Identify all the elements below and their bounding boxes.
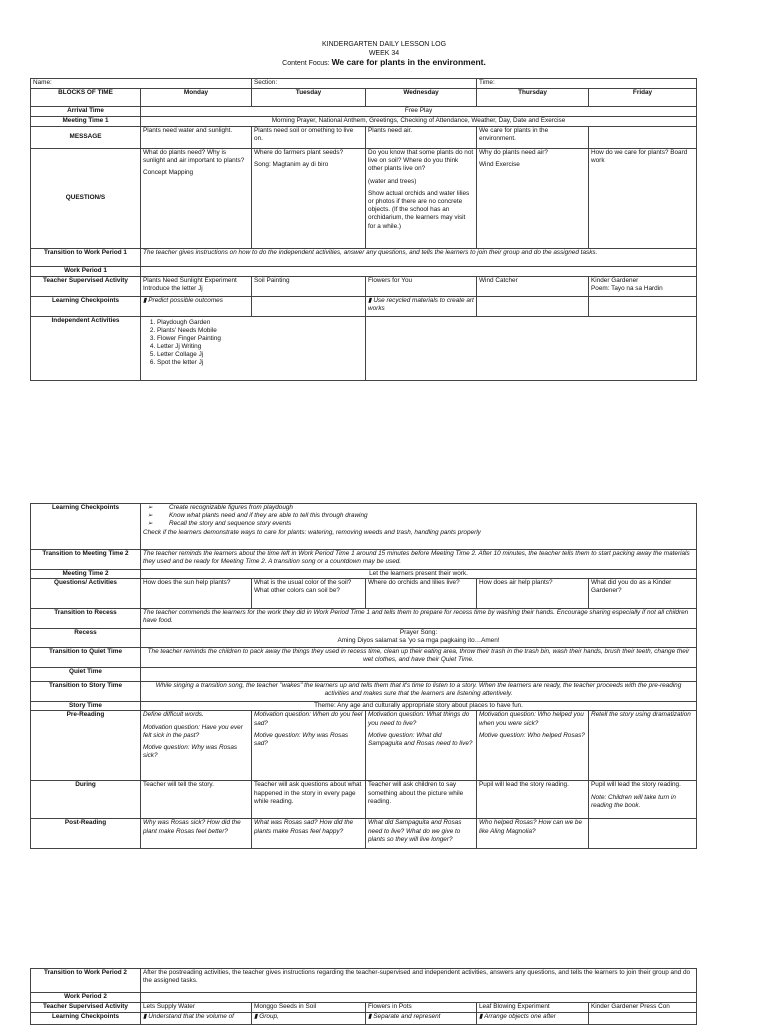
row-label: Learning Checkpoints xyxy=(31,1013,141,1025)
questions-cell-thursday xyxy=(477,149,589,249)
work-period-2-row xyxy=(31,993,697,1003)
thursday-header: Thursday xyxy=(477,89,589,107)
checkpoint-cell xyxy=(366,297,477,317)
story-time-row xyxy=(31,702,697,711)
pre-reading-cell-thursday xyxy=(477,711,589,781)
cell-text: Retell the story using dramatization xyxy=(591,711,691,719)
list-item: 4. Letter Jj Writing xyxy=(157,343,363,351)
activity-cell: Wind Catcher xyxy=(477,277,589,297)
bullet-icon: ▮ xyxy=(479,1013,485,1020)
activity-cell: Kinder Gardener Press Con xyxy=(589,1003,697,1013)
teacher-supervised-row xyxy=(31,1003,697,1013)
question-cell: How does the sun help plants? xyxy=(141,579,252,609)
during-row xyxy=(31,781,697,819)
content-focus-label: Content Focus: xyxy=(282,60,330,67)
learning-checkpoints-row xyxy=(31,504,697,550)
arrow-bullet-icon: ➢ xyxy=(147,504,153,511)
content-focus xyxy=(0,58,768,68)
transition-text: The teacher reminds the children to pack away the things they used in recess time, clean up their eating area, throw their trash in the trash bin, wash their hands, brush their teeth, change their wet clothes, and have their Quiet Time. xyxy=(141,648,697,668)
day-header-row xyxy=(31,89,697,107)
row-label: Post-Reading xyxy=(31,819,141,849)
activity-cell: Flowers in Pots xyxy=(366,1003,477,1013)
questions-cell-wednesday xyxy=(366,149,477,249)
cell-text: Define difficult words. xyxy=(143,711,204,719)
cell-text: Recall the story and sequence story events xyxy=(169,520,292,528)
week-label: WEEK 34 xyxy=(368,50,400,57)
cell-text: Arrange objects one after xyxy=(484,1013,556,1020)
learning-checkpoints-row xyxy=(31,1013,697,1025)
pre-reading-cell-tuesday xyxy=(252,711,366,781)
friday-header: Friday xyxy=(589,89,697,107)
list-item: 6. Spot the letter Jj xyxy=(157,359,363,367)
checkpoints-cell xyxy=(141,504,697,550)
empty-cell xyxy=(366,317,697,381)
checkpoint-cell xyxy=(252,1013,366,1025)
checkpoint-cell xyxy=(141,1013,252,1025)
pre-reading-cell-friday xyxy=(589,711,697,781)
checkpoint-cell xyxy=(477,1013,589,1025)
row-label: Learning Checkpoints xyxy=(31,297,141,317)
row-label: Arrival Time xyxy=(31,107,141,117)
transition-text: The teacher reminds the learners about the time left in Work Period Time 1 around 15 minutes before Meeting Time 2. After 10 minutes, the teacher tells them to start packing away the materials they used and be ready for Meeting Time 2. A transition song or a countdown may be used. xyxy=(141,550,697,570)
message-cell: Plants need water and sunlight. xyxy=(141,127,252,149)
arrival-text: Free Play xyxy=(141,107,697,117)
recess-line: Prayer Song: xyxy=(399,629,438,637)
cell-text: Wind Exercise xyxy=(479,161,520,169)
row-label: Transition to Meeting Time 2 xyxy=(31,550,141,570)
questions-row xyxy=(31,149,697,249)
bullet-icon: ▮ xyxy=(254,1013,260,1020)
name-field: Name: xyxy=(31,79,252,89)
empty-cell xyxy=(141,267,697,277)
row-label: Transition to Story Time xyxy=(31,682,141,702)
empty-cell xyxy=(477,297,589,317)
row-label: Transition to Recess xyxy=(31,609,141,629)
recess-row xyxy=(31,629,697,648)
lesson-log-table-page-1 xyxy=(30,78,697,381)
pre-reading-cell-monday xyxy=(141,711,252,781)
list-item: 5. Letter Collage Jj xyxy=(157,351,363,359)
cell-text: Motivation question: Who helped you when you were sick? xyxy=(479,711,584,727)
cell-text: Motive question: Who helped Rosas? xyxy=(479,731,585,739)
cell-text: Motive question: Why was Rosas sick? xyxy=(143,744,238,760)
cell-text: Concept Mapping xyxy=(143,169,194,177)
transition-story-time-row xyxy=(31,682,697,702)
empty-cell xyxy=(252,297,366,317)
during-cell-friday xyxy=(589,781,697,819)
question-cell: Where do orchids and lilies live? xyxy=(366,579,477,609)
transition-quiet-time-row xyxy=(31,648,697,668)
cell-text: Use recycled materials to create art works xyxy=(368,297,474,313)
list-item: 1. Playdough Garden xyxy=(157,319,363,327)
row-label: Independent Activities xyxy=(31,317,141,381)
meeting-time-1-row xyxy=(31,117,697,127)
section-field: Section: xyxy=(252,79,477,89)
row-label: QUESTION/S xyxy=(31,149,141,249)
questions-activities-row xyxy=(31,579,697,609)
list-item xyxy=(143,520,694,528)
independent-activities-list xyxy=(141,317,366,381)
work-period-1-row xyxy=(31,267,697,277)
row-label: Work Period 2 xyxy=(31,993,141,1003)
checkpoint-cell xyxy=(366,1013,477,1025)
transition-recess-row xyxy=(31,609,697,629)
cell-text: Know what plants need and if they are able to tell this through drawing xyxy=(169,512,368,520)
cell-text: Motive question: What did Sampaguita and Rosas need to live? xyxy=(368,731,473,748)
cell-text: Predict possible outcomes xyxy=(148,297,223,304)
empty-cell xyxy=(589,297,697,317)
list-item xyxy=(143,512,694,520)
content-focus-text: We care for plants in the environment. xyxy=(331,57,486,67)
row-label: Meeting Time 2 xyxy=(31,570,141,579)
empty-cell xyxy=(141,668,697,682)
cell-note: Note: Children will take turn in reading the book. xyxy=(591,793,676,809)
questions-cell-tuesday xyxy=(252,149,366,249)
transition-meeting-time-2-row xyxy=(31,550,697,570)
during-cell: Teacher will ask questions about what happened in the story in every page while reading. xyxy=(252,781,366,819)
cell-text: Motivation question: What things do you need to live? xyxy=(368,711,470,727)
story-time-text: Theme: Any age and culturally appropriate story about places to have fun. xyxy=(141,702,697,711)
questions-cell-friday xyxy=(589,149,697,249)
post-reading-cell xyxy=(589,819,697,849)
cell-text: Create recognizable figures from playdough xyxy=(169,504,293,511)
arrow-bullet-icon: ➢ xyxy=(147,520,153,528)
activity-cell: Monggo Seeds in Soil xyxy=(252,1003,366,1013)
row-label: Learning Checkpoints xyxy=(31,504,141,550)
pre-reading-cell-wednesday xyxy=(366,711,477,781)
during-cell: Teacher will ask children to say something about the picture while reading. xyxy=(366,781,477,819)
learning-checkpoints-row xyxy=(31,297,697,317)
checkpoints-note: Check if the learners demonstrate ways to care for plants: watering, removing weeds and trash, handling pants properly xyxy=(143,528,481,536)
independent-activities-row xyxy=(31,317,697,381)
cell-text: Motive question: Why was Rosas sad? xyxy=(254,731,349,748)
during-cell: Teacher will tell the story. xyxy=(141,781,252,819)
cell-text: Show actual orchids and water lilies or photos if there are no concrete objects. (If the school has an orchidarium, the learners may visit for a while.) xyxy=(368,189,470,230)
cell-text: Separate and represent xyxy=(373,1013,441,1020)
transition-work-period-1-row xyxy=(31,249,697,267)
message-row xyxy=(31,127,697,149)
cell-text: Motivation question: When do you feel sad? xyxy=(254,711,363,727)
row-label: Teacher Supervised Activity xyxy=(31,1003,141,1013)
meeting-time-2-text: Let the learners present their work. xyxy=(141,570,697,579)
activity-cell: Lets Supply Water xyxy=(141,1003,252,1013)
cell-text: What do plants need? Why is sunlight and air important to plants? xyxy=(143,149,245,165)
teacher-supervised-row xyxy=(31,277,697,297)
cell-text: Group, xyxy=(259,1013,279,1020)
checkpoint-cell xyxy=(589,1013,697,1025)
list-item xyxy=(143,504,694,512)
bullet-icon: ▮ xyxy=(143,1013,149,1020)
recess-line: Aming Diyos salamat sa 'yo sa mga pagkaing ito…Amen! xyxy=(337,637,500,645)
question-cell: What did you do as a Kinder Gardener? xyxy=(589,579,697,609)
lesson-log-table-page-2 xyxy=(30,503,697,849)
activity-cell: Plants Need Sunlight Experiment Introduce the letter Jj xyxy=(141,277,252,297)
row-label: MESSAGE xyxy=(31,127,141,149)
during-cell: Pupil will lead the story reading. xyxy=(477,781,589,819)
post-reading-cell: What was Rosas sad? How did the plants make Rosas feel happy? xyxy=(252,819,366,849)
cell-text: (water and trees) xyxy=(368,177,417,185)
meeting-time-2-row xyxy=(31,570,697,579)
row-label: During xyxy=(31,781,141,819)
row-label: Recess xyxy=(31,629,141,648)
cell-text: Pupil will lead the story reading. xyxy=(591,781,681,789)
quiet-time-row xyxy=(31,668,697,682)
question-cell: What is the usual color of the soil? What other colors can soil be? xyxy=(252,579,366,609)
document-title: KINDERGARTEN DAILY LESSON LOG xyxy=(321,41,447,48)
message-cell: We care for plants in the environment. xyxy=(477,127,589,149)
row-label: Work Period 1 xyxy=(31,267,141,277)
row-label: Quiet Time xyxy=(31,668,141,682)
transition-text: The teacher commends the learners for the work they did in Work Period Time 1 and tells them to prepare for recess time by washing their hands. Encourage sharing especially if not all children have food. xyxy=(141,609,697,629)
recess-cell xyxy=(141,629,697,648)
cell-text: Why do plants need air? xyxy=(479,149,548,156)
post-reading-cell: Who helped Rosas? How can we be like Aling Magnolia? xyxy=(477,819,589,849)
arrow-bullet-icon: ➢ xyxy=(147,512,153,520)
blocks-of-time-header: BLOCKS OF TIME xyxy=(31,89,141,107)
meeting-time-1-text: Morning Prayer, National Anthem, Greetings, Checking of Attendance, Weather, Day, Date and Exercise xyxy=(141,117,697,127)
empty-cell xyxy=(141,993,697,1003)
name-row xyxy=(31,79,697,89)
cell-text: Understand that the volume of xyxy=(148,1013,234,1020)
row-label: Transition to Quiet Time xyxy=(31,648,141,668)
transition-text: After the postreading activities, the teacher gives instructions regarding the teacher-supervised and independent activities, answers any questions, and tells the learners to join their group and do the assigned tasks. xyxy=(141,969,697,993)
message-cell: Plants need soil or omething to live on. xyxy=(252,127,366,149)
activity-cell: Flowers for You xyxy=(366,277,477,297)
pre-reading-row xyxy=(31,711,697,781)
row-label: Transition to Work Period 1 xyxy=(31,249,141,267)
monday-header: Monday xyxy=(141,89,252,107)
arrival-row xyxy=(31,107,697,117)
wednesday-header: Wednesday xyxy=(366,89,477,107)
list-item: 3. Flower Finger Painting xyxy=(157,335,363,343)
bullet-icon: ▮ xyxy=(368,297,374,304)
transition-text: While singing a transition song, the teacher "wakes" the learners up and tells them that it's time to listen to a story. When the learners are ready, the teacher proceeds with the pre-reading activities and makes sure that the learners are listening attentively. xyxy=(141,682,697,702)
message-cell xyxy=(589,127,697,149)
lesson-log-table-page-3 xyxy=(30,968,697,1025)
post-reading-row xyxy=(31,819,697,849)
tuesday-header: Tuesday xyxy=(252,89,366,107)
transition-work-period-2-row xyxy=(31,969,697,993)
bullet-icon: ▮ xyxy=(143,297,149,304)
list-item: 2. Plants' Needs Mobile xyxy=(157,327,363,335)
activity-cell: Soil Painting xyxy=(252,277,366,297)
message-cell: Plants need air. xyxy=(366,127,477,149)
post-reading-cell: Why was Rosas sick? How did the plant make Rosas feel better? xyxy=(141,819,252,849)
cell-text: Motivation question: Have you ever felt sick in the past? xyxy=(143,723,243,739)
activity-cell: Leaf Blowing Experiment xyxy=(477,1003,589,1013)
bullet-icon: ▮ xyxy=(368,1013,374,1020)
row-label: Transition to Work Period 2 xyxy=(31,969,141,993)
row-label: Pre-Reading xyxy=(31,711,141,781)
cell-text: How do we care for plants? Board work xyxy=(591,149,688,165)
checkpoint-cell xyxy=(141,297,252,317)
document-header xyxy=(0,40,768,68)
cell-text: Song: Magtanim ay di biro xyxy=(254,161,329,169)
cell-text: Do you know that some plants do not live on soil? Where do you think other plants live on? xyxy=(368,149,474,173)
time-field: Time: xyxy=(477,79,697,89)
row-label: Meeting Time 1 xyxy=(31,117,141,127)
questions-cell-monday xyxy=(141,149,252,249)
activity-cell: Kinder Gardener Poem: Tayo na sa Hardin xyxy=(589,277,697,297)
post-reading-cell: What did Sampaguita and Rosas need to live? What do we give to plants so they will live longer? xyxy=(366,819,477,849)
row-label: Teacher Supervised Activity xyxy=(31,277,141,297)
row-label: Questions/ Activities xyxy=(31,579,141,609)
row-label: Story Time xyxy=(31,702,141,711)
transition-text: The teacher gives instructions on how to do the independent activities, answer any questions, and tells the learners to join their group and do the assigned tasks. xyxy=(141,249,697,267)
question-cell: How does air help plants? xyxy=(477,579,589,609)
cell-text: Where do farmers plant seeds? xyxy=(254,149,344,156)
